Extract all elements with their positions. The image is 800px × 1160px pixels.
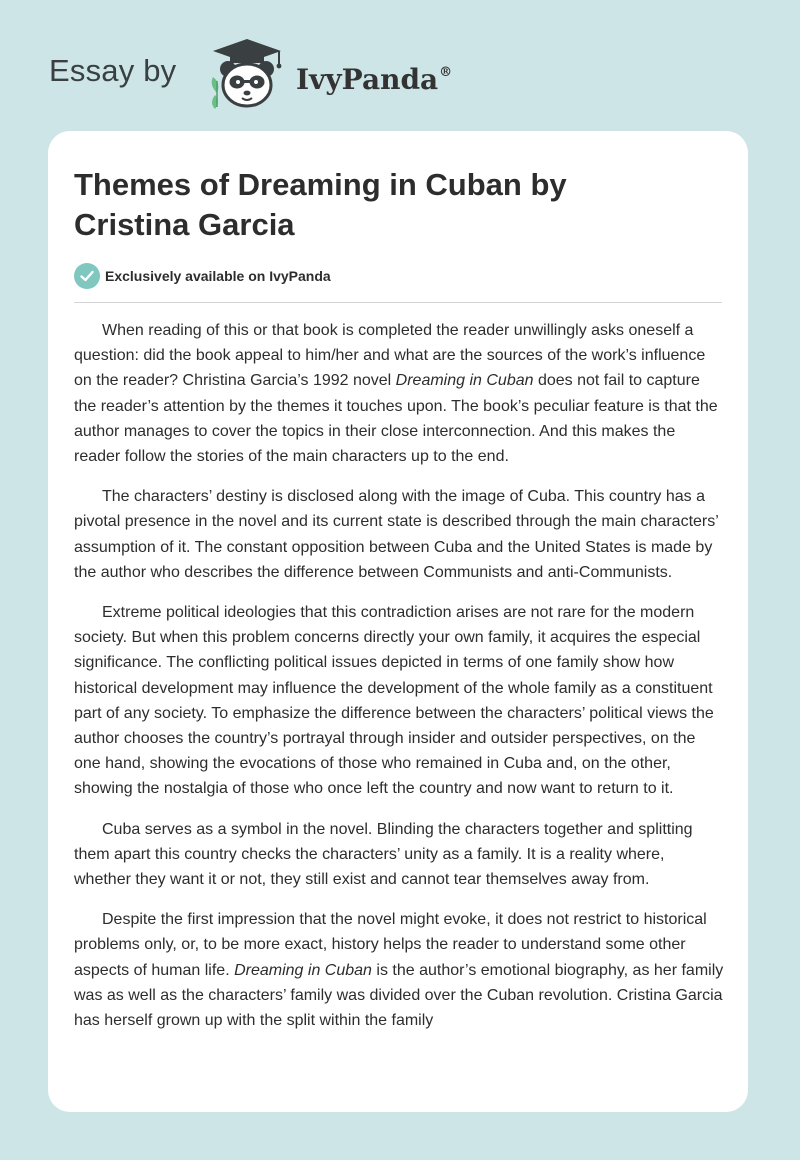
- ivypanda-logo-text[interactable]: IvyPanda®: [296, 63, 453, 96]
- paragraph: Extreme political ideologies that this contradiction arises are not rare for the modern society. But when this problem concerns directly your own family, it acquires the especial significance. The conflicting political issues depicted in terms of one family show how historical development may influence the development of the whole family as a constituent part of any society. To emphasize the difference between the characters’ political views the author chooses the country’s portrayal through insider and outsider perspectives, on the one hand, showing the evocations of those who remained in Cuba and, on the other, showing the nostalgia of those who once left the country and now want to return to it.: [74, 604, 714, 798]
- title-divider: [74, 302, 722, 303]
- exclusive-label: Exclusively available on IvyPanda: [105, 268, 331, 284]
- essay-card: [48, 131, 748, 1112]
- paragraph: The characters’ destiny is disclosed along with the image of Cuba. This country has a pivotal presence in the novel and its current state is described through the main characters’ assumption of it. The constant opposition between Cuba and the United States is made by the author who describes the difference between Communists and anti-Communists.: [74, 488, 719, 581]
- paragraph: Despite the first impression that the novel might evoke, it does not restrict to historical problems only, or, to be more exact, history helps the reader to understand some other aspects of human life. Dreaming in Cuban is the author’s emotional biography, as her family was as well as the characters’ family was divided over the Cuban revolution. Cristina Garcia has herself grown up with the split within the family: [74, 911, 724, 1030]
- essay-body: [74, 318, 724, 1048]
- check-icon: [74, 263, 100, 289]
- paragraph: Cuba serves as a symbol in the novel. Blinding the characters together and splitting them apart this country checks the characters’ unity as a family. It is a reality where, whether they want it or not, they still exist and cannot tear themselves away from.: [74, 820, 693, 889]
- essay-title: Themes of Dreaming in Cuban by Cristina Garcia: [74, 167, 567, 242]
- essay-by-label: Essay by: [49, 53, 177, 88]
- exclusive-badge: [74, 263, 331, 289]
- paragraph: When reading of this or that book is completed the reader unwillingly asks oneself a question: did the book appeal to him/her and what are the sources of the work’s influence on the reader? Christina Garcia’s 1992 novel Dreaming in Cuban does not fail to capture the reader’s attention by the themes it touches upon. The book’s peculiar feature is that the author manages to cover the topics in their close interconnection. And this makes the reader follow the stories of the main characters up to the end.: [74, 322, 718, 466]
- site-header: [0, 0, 800, 130]
- panda-mascot-icon[interactable]: [203, 37, 291, 109]
